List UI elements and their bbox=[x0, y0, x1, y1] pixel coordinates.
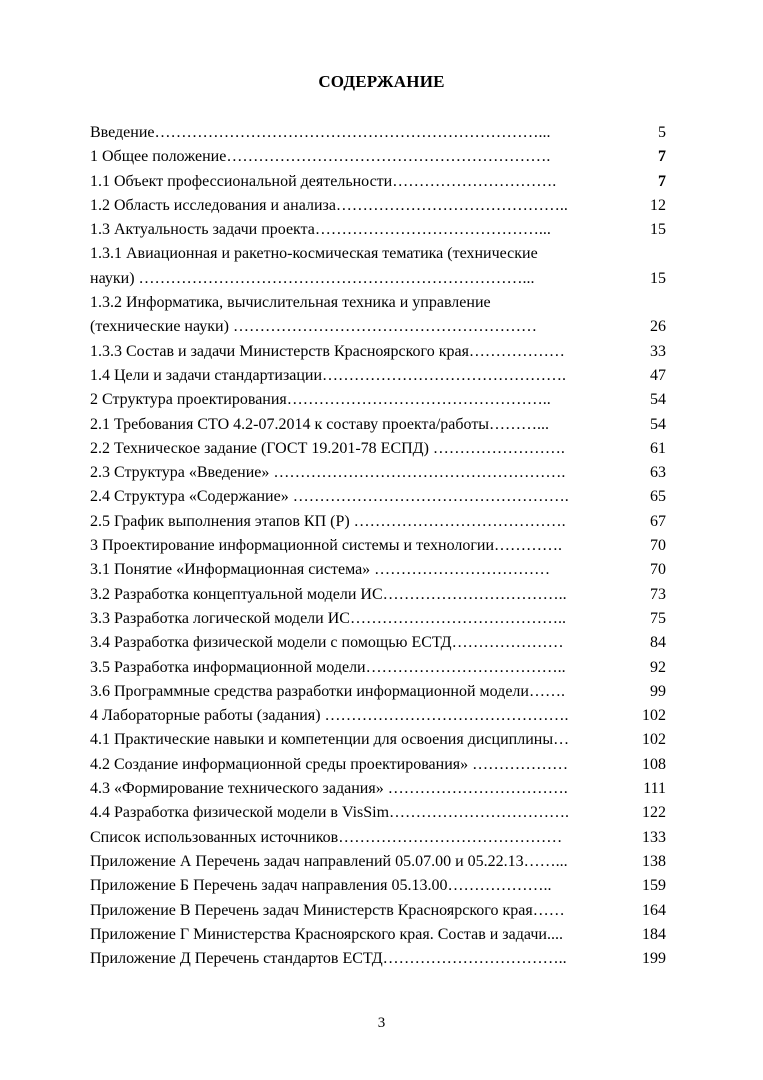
toc-entry[interactable] bbox=[90, 558, 666, 582]
toc-entry-title: 2 Структура проектирования………………………………………….. bbox=[90, 391, 551, 409]
toc-entry-title: 2.4 Структура «Содержание» ……………………………………………. bbox=[90, 488, 569, 506]
toc-entry-page: 92 bbox=[650, 658, 666, 676]
toc-entry-title: 3.5 Разработка информационной модели……………………………….. bbox=[90, 658, 566, 676]
toc-entry[interactable] bbox=[90, 437, 666, 461]
toc-entry[interactable] bbox=[90, 291, 666, 340]
toc-entry-page: 15 bbox=[650, 221, 666, 239]
toc-entry[interactable] bbox=[90, 899, 666, 923]
toc-entry[interactable] bbox=[90, 145, 666, 169]
toc-entry-title-line: 1.3.2 Информатика, вычислительная техника и управление bbox=[90, 294, 491, 312]
toc-entry-title: 1.1 Объект профессиональной деятельности…………………………. bbox=[90, 172, 557, 190]
toc-entry-page: 26 bbox=[650, 318, 666, 336]
toc-entry-title: 2.3 Структура «Введение» ………………………………………………. bbox=[90, 464, 566, 482]
toc-entry[interactable] bbox=[90, 364, 666, 388]
toc-entry[interactable] bbox=[90, 413, 666, 437]
page-title: СОДЕРЖАНИЕ bbox=[318, 72, 445, 91]
toc-entry-page: 75 bbox=[650, 609, 666, 627]
toc-entry-title: Приложение В Перечень задач Министерств Красноярского края…… bbox=[90, 901, 565, 919]
toc-entry[interactable] bbox=[90, 121, 666, 145]
toc-entry[interactable] bbox=[90, 607, 666, 631]
toc-entry-title: 4.4 Разработка физической модели в VisSim……………………………. bbox=[90, 804, 570, 822]
toc-entry-page: 99 bbox=[650, 682, 666, 700]
toc-entry-title: Приложение Д Перечень стандартов ЕСТД…………………………….. bbox=[90, 950, 567, 968]
toc-entry-page: 70 bbox=[650, 537, 666, 555]
toc-entry[interactable] bbox=[90, 631, 666, 655]
toc-entry-title: 3.6 Программные средства разработки информационной модели……. bbox=[90, 682, 565, 700]
toc-entry[interactable] bbox=[90, 461, 666, 485]
toc-entry-title: 3.2 Разработка концептуальной модели ИС…………………………….. bbox=[90, 585, 567, 603]
toc-entry[interactable] bbox=[90, 947, 666, 971]
toc-entry-title: 1.4 Цели и задачи стандартизации………………………………………. bbox=[90, 366, 567, 384]
toc-entry-title: 2.2 Техническое задание (ГОСТ 19.201-78 ЕСПД) ……………………. bbox=[90, 439, 565, 457]
toc-entry-title: 1.3.3 Состав и задачи Министерств Красноярского края……………… bbox=[90, 342, 565, 360]
toc-entry-page: 5 bbox=[658, 124, 666, 141]
toc-entry[interactable] bbox=[90, 728, 666, 752]
toc-entry-title: Приложение Г Министерства Красноярского края. Состав и задачи.... bbox=[90, 925, 563, 943]
toc-entry[interactable] bbox=[90, 340, 666, 364]
toc-entry[interactable] bbox=[90, 388, 666, 412]
toc-entry[interactable] bbox=[90, 656, 666, 680]
toc-entry-page: 54 bbox=[650, 415, 666, 433]
toc-entry-page: 111 bbox=[643, 780, 666, 798]
toc-entry[interactable] bbox=[90, 923, 666, 947]
toc-entry-page: 33 bbox=[650, 342, 666, 360]
toc-entry[interactable] bbox=[90, 485, 666, 509]
toc-entry-title: 3.3 Разработка логической модели ИС………………………………….. bbox=[90, 609, 566, 627]
toc-entry-page: 70 bbox=[650, 561, 666, 579]
toc-entry-title: 4.1 Практические навыки и компетенции для освоения дисциплины… bbox=[90, 731, 570, 749]
toc-entry-title: науки) ………………………………………………………………... bbox=[90, 269, 535, 287]
toc-entry-title: Введение………………………………………………………………... bbox=[90, 124, 551, 141]
toc-entry-page: 108 bbox=[642, 755, 666, 773]
toc-entry-page: 184 bbox=[642, 925, 666, 943]
toc-entry[interactable] bbox=[90, 826, 666, 850]
toc-entry-page: 122 bbox=[642, 804, 666, 822]
toc-entry[interactable] bbox=[90, 874, 666, 898]
toc-entry-title: 4.3 «Формирование технического задания» ……………………………. bbox=[90, 780, 568, 798]
toc-entry-page: 159 bbox=[642, 877, 666, 895]
toc-entry-page: 67 bbox=[650, 512, 666, 530]
toc-entry-title: 4 Лабораторные работы (задания) ………………………………………. bbox=[90, 707, 569, 725]
toc-entry-page: 54 bbox=[650, 391, 666, 409]
toc-entry-page: 84 bbox=[650, 634, 666, 652]
toc-entry[interactable] bbox=[90, 242, 666, 291]
toc-entry[interactable] bbox=[90, 170, 666, 194]
toc-entry[interactable] bbox=[90, 218, 666, 242]
toc-entry-page: 47 bbox=[650, 366, 666, 384]
toc-entry-page: 133 bbox=[642, 828, 666, 846]
toc-entry-page: 102 bbox=[642, 707, 666, 725]
toc-entry-page: 73 bbox=[650, 585, 666, 603]
toc-entry[interactable] bbox=[90, 534, 666, 558]
toc-entry-title: 3.1 Понятие «Информационная система» …………………………… bbox=[90, 561, 551, 579]
page-number: 3 bbox=[377, 1015, 386, 1031]
toc-entry-page: 15 bbox=[650, 269, 666, 287]
toc-entry-title: 1.3 Актуальность задачи проекта……………………………………... bbox=[90, 221, 551, 239]
toc-entry-page: 164 bbox=[642, 901, 666, 919]
toc-entry[interactable] bbox=[90, 777, 666, 801]
toc-entry[interactable] bbox=[90, 850, 666, 874]
toc-entry-title: 1 Общее положение……………………………………………………. bbox=[90, 148, 551, 166]
toc-entry-page: 199 bbox=[642, 950, 666, 968]
toc-entry[interactable] bbox=[90, 510, 666, 534]
toc-entry-title: 2.5 График выполнения этапов КП (Р) …………………………………. bbox=[90, 512, 566, 530]
table-of-contents bbox=[90, 121, 666, 971]
toc-entry-title: Список использованных источников…………………………………… bbox=[90, 828, 563, 846]
toc-entry-title: 2.1 Требования СТО 4.2-07.2014 к составу проекта/работы………... bbox=[90, 415, 550, 433]
toc-entry-page: 7 bbox=[658, 172, 666, 190]
toc-entry-page: 102 bbox=[642, 731, 666, 749]
toc-entry-page: 12 bbox=[650, 196, 666, 214]
toc-entry-title: 3 Проектирование информационной системы и технологии…………. bbox=[90, 537, 563, 555]
toc-entry-title: 4.2 Создание информационной среды проектирования» ……………… bbox=[90, 755, 569, 773]
toc-entry-page: 61 bbox=[650, 439, 666, 457]
toc-entry[interactable] bbox=[90, 583, 666, 607]
toc-entry[interactable] bbox=[90, 801, 666, 825]
toc-entry-title: (технические науки) ………………………………………………… bbox=[90, 318, 537, 336]
toc-entry-page: 138 bbox=[642, 852, 666, 870]
toc-entry[interactable] bbox=[90, 194, 666, 218]
toc-entry-title: Приложение А Перечень задач направлений 05.07.00 и 05.22.13……... bbox=[90, 852, 568, 870]
toc-entry[interactable] bbox=[90, 753, 666, 777]
toc-entry[interactable] bbox=[90, 704, 666, 728]
toc-entry-page: 63 bbox=[650, 464, 666, 482]
toc-entry-title: 3.4 Разработка физической модели с помощью ЕСТД………………… bbox=[90, 634, 564, 652]
toc-entry-title: 1.2 Область исследования и анализа…………………………………….. bbox=[90, 196, 568, 214]
toc-entry-page: 65 bbox=[650, 488, 666, 506]
toc-entry-title-line: 1.3.1 Авиационная и ракетно-космическая тематика (технические bbox=[90, 245, 538, 263]
toc-entry[interactable] bbox=[90, 680, 666, 704]
toc-entry-title: Приложение Б Перечень задач направления 05.13.00……………….. bbox=[90, 877, 552, 895]
toc-entry-page: 7 bbox=[658, 148, 666, 166]
